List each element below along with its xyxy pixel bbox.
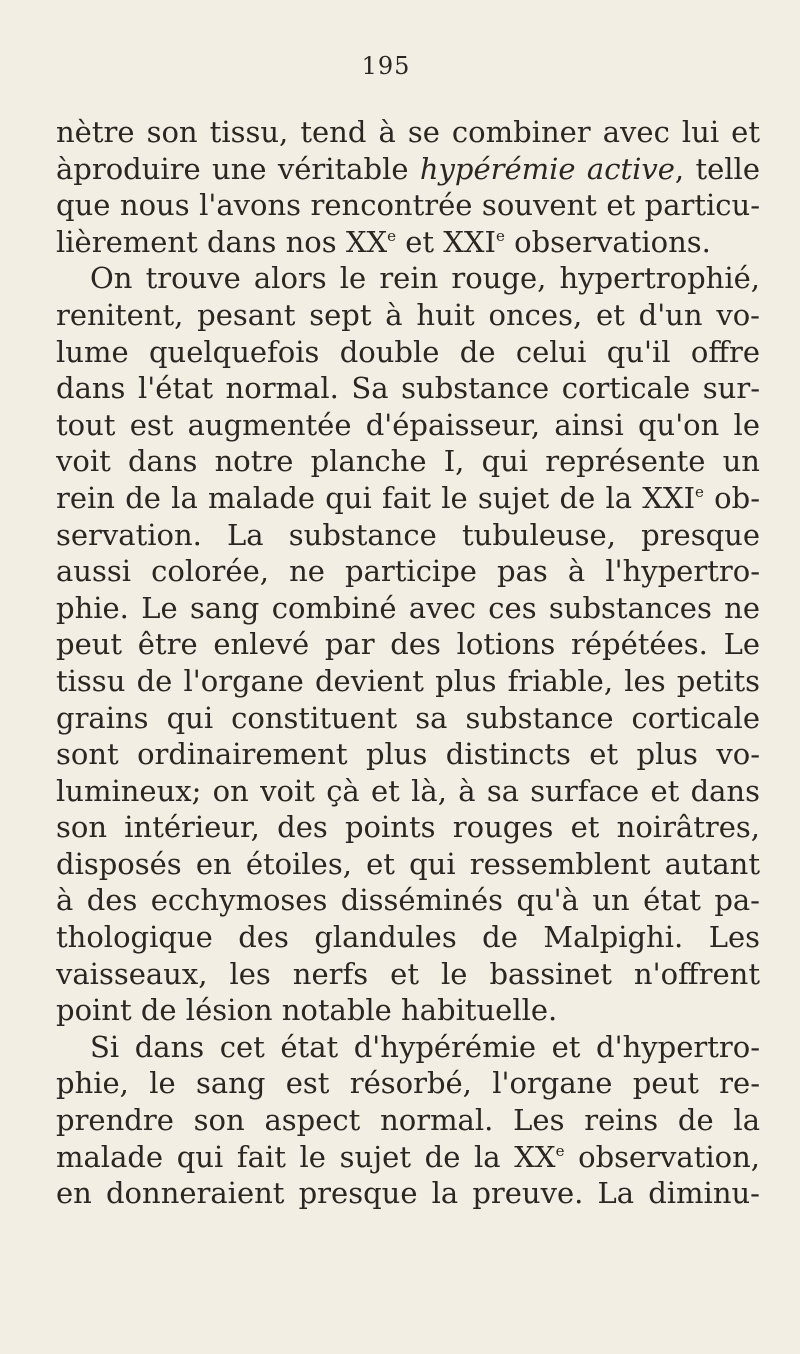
- text-line: phie. Le sang combiné avec ces substances ne: [56, 590, 760, 625]
- text-line: en donneraient presque la preuve. La diminu-: [56, 1176, 760, 1211]
- text-line: tout est augmentée d'épaisseur, ainsi qu'on le: [56, 407, 760, 442]
- ordinal-superscript: e: [695, 482, 704, 501]
- text-line: lume quelquefois double de celui qu'il offre: [56, 334, 760, 369]
- page-number: 195: [361, 52, 411, 80]
- text-line: à des ecchymoses disséminés qu'à un état pa-: [56, 883, 760, 918]
- text-line: On trouve alors le rein rouge, hypertrophié,: [90, 261, 760, 296]
- ordinal-superscript: e: [496, 226, 505, 245]
- italic-term: hypérémie active: [419, 151, 675, 186]
- text-line: voit dans notre planche I, qui représente un: [56, 444, 760, 479]
- text-line: phie, le sang est résorbé, l'organe peut re-: [56, 1066, 760, 1101]
- text-line: tissu de l'organe devient plus friable, les petits: [56, 663, 760, 698]
- text-line: servation. La substance tubuleuse, presque: [56, 517, 760, 552]
- text-line: thologique des glandules de Malpighi. Les: [56, 920, 760, 955]
- text-line: lièrement dans nos XXe et XXIe observations.: [56, 224, 711, 259]
- text-line: vaisseaux, les nerfs et le bassinet n'offrent: [56, 956, 760, 991]
- text-line: renitent, pesant sept à huit onces, et d'un vo-: [56, 297, 760, 332]
- text-line: que nous l'avons rencontrée souvent et particu-: [56, 188, 760, 223]
- text-line: prendre son aspect normal. Les reins de la: [56, 1103, 760, 1138]
- text-line: peut être enlevé par des lotions répétées. Le: [56, 627, 760, 662]
- text-line: lumineux; on voit çà et là, à sa surface et dans: [56, 773, 760, 808]
- text-line: rein de la malade qui fait le sujet de la XXIe ob-: [56, 480, 760, 515]
- text-line: nètre son tissu, tend à se combiner avec lui et: [56, 115, 760, 149]
- body-text: [56, 114, 760, 1212]
- ordinal-superscript: e: [387, 226, 396, 245]
- text-line: aussi colorée, ne participe pas à l'hypertro-: [56, 554, 760, 589]
- text-line: Si dans cet état d'hypérémie et d'hypertro-: [90, 1029, 760, 1064]
- ordinal-superscript: e: [555, 1141, 565, 1160]
- text-line: point de lésion notable habituelle.: [56, 993, 558, 1028]
- text-line: son intérieur, des points rouges et noirâtres,: [56, 810, 760, 845]
- text-line: àproduire une véritable hypérémie active, telle: [56, 151, 760, 186]
- text-line: sont ordinairement plus distincts et plus vo-: [56, 737, 760, 772]
- text-line: malade qui fait le sujet de la XXe observation,: [56, 1139, 760, 1174]
- text-line: grains qui constituent sa substance corticale: [56, 700, 760, 735]
- text-line: disposés en étoiles, et qui ressemblent autant: [56, 846, 760, 881]
- text-line: dans l'état normal. Sa substance corticale sur-: [56, 371, 760, 406]
